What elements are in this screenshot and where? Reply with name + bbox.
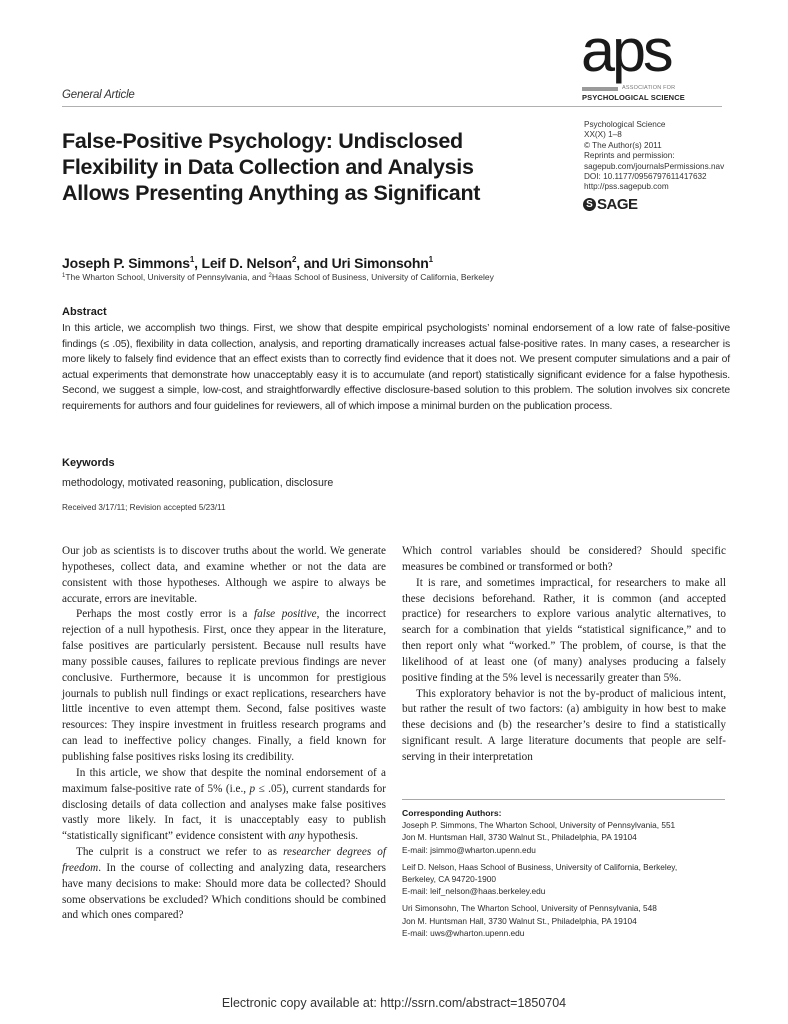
body-paragraph: It is rare, and sometimes impractical, for researchers to make all these decisions beforehand. Rather, it is common (and accepted practice) for researchers to explore various analytic alternatives, to search for a combination that yields “statistical significance,” and to then report only what “worked.” The problem, of course, is that the likelihood of at least one (of many) analyses producing a falsely positive finding at the 5% level is necessarily greater than 5%. xyxy=(402,576,726,684)
corresponding-entry xyxy=(402,861,732,898)
author-affil-mark: 2 xyxy=(292,255,297,264)
aps-tagline-small: ASSOCIATION FOR xyxy=(622,85,676,91)
reprints-label: Reprints and permission: xyxy=(584,151,675,161)
section-label: General Article xyxy=(62,89,135,101)
corresponding-authors xyxy=(402,807,732,944)
body-paragraph: Which control variables should be considered? Should specific measures be combined or transformed or both? xyxy=(402,545,726,573)
aps-logo xyxy=(581,17,691,105)
corr-email[interactable]: E-mail: jsimmo@wharton.upenn.edu xyxy=(402,844,536,855)
author-name: Joseph P. Simmons xyxy=(62,255,190,271)
header-divider xyxy=(62,106,722,107)
sage-logo xyxy=(583,196,638,213)
journal-volume: XX(X) 1–8 xyxy=(584,130,622,140)
keywords-list: methodology, motivated reasoning, publication, disclosure xyxy=(62,477,334,489)
corr-line: Uri Simonsohn, The Wharton School, University of Pennsylvania, 548 xyxy=(402,903,657,914)
corr-line: Jon M. Huntsman Hall, 3730 Walnut St., Philadelphia, PA 19104 xyxy=(402,832,637,843)
author-affil-mark: 1 xyxy=(428,255,433,264)
corr-email[interactable]: E-mail: leif_nelson@haas.berkeley.edu xyxy=(402,886,546,897)
journal-url[interactable]: http://pss.sagepub.com xyxy=(584,182,669,192)
affiliation: The Wharton School, University of Pennsylvania, and xyxy=(65,272,269,282)
sage-s-icon: S xyxy=(583,198,596,211)
aps-tagline-large: PSYCHOLOGICAL SCIENCE xyxy=(582,93,685,102)
article-title: False-Positive Psychology: Undisclosed Flexibility in Data Collection and Analysis Allows Presenting Anything as Significant xyxy=(62,129,481,205)
body-paragraph: Perhaps the most costly error is a false positive, the incorrect rejection of a null hypothesis. First, once they appear in the literature, false positives are particularly persistent. Because null results have many possible causes, failures to replicate previous findings are never conclusive. Furthermore, because it is uncommon for prestigious journals to publish null findings or exact replications, researchers have little incentive to even attempt them. Second, false positives waste resources: They inspire investment in fruitless research programs and can lead to ineffective policy changes. Finally, a field known for publishing false positives risks losing its credibility. xyxy=(62,608,387,763)
body-paragraph: The culprit is a construct we refer to as researcher degrees of freedom. In the course of collecting and analyzing data, researchers have many decisions to make: Should more data be collected? Should some observations be excluded? Which conditions should be combined and which ones compared? xyxy=(62,846,386,922)
corresponding-heading: Corresponding Authors: xyxy=(402,808,502,818)
author-separator: , xyxy=(194,255,202,271)
received-dates: Received 3/17/11; Revision accepted 5/23/11 xyxy=(62,503,226,512)
doi[interactable]: DOI: 10.1177/0956797611417632 xyxy=(584,172,707,182)
copyright: © The Author(s) 2011 xyxy=(584,140,662,150)
body-column-left xyxy=(62,544,386,924)
abstract-text: In this article, we accomplish two things. First, we show that despite empirical psychologists’ nominal endorsement of a low rate of false-positive findings (≤ .05), flexibility in data collection, analysis, and reporting dramatically increases actual false-positive rates. In many cases, a researcher is more likely to falsely find evidence that an effect exists than to correctly find evidence that it does not. We present computer simulations and a pair of actual experiments that demonstrate how unacceptably easy it is to accumulate (and report) statistically significant evidence for a false hypothesis. Second, we suggest a simple, low-cost, and straightforwardly effective disclosure-based solution to this problem. The solution involves six concrete requirements for authors and four guidelines for reviewers, all of which impose a minimal burden on the publication process. xyxy=(62,323,730,412)
keywords-heading: Keywords xyxy=(62,457,115,469)
affil-mark: 1 xyxy=(62,273,66,279)
author-affil-mark: 1 xyxy=(189,255,195,264)
ssrn-footer-link[interactable]: Electronic copy available at: http://ssrn.com/abstract=1850704 xyxy=(221,996,567,1010)
affiliation: Haas School of Business, University of California, Berkeley xyxy=(271,272,494,282)
corr-line: Leif D. Nelson, Haas School of Business, University of California, Berkeley, xyxy=(402,861,678,872)
corr-email[interactable]: E-mail: uws@wharton.upenn.edu xyxy=(402,927,525,938)
aps-logo-bar xyxy=(582,87,618,91)
corresponding-entry xyxy=(402,819,732,856)
body-paragraph: This exploratory behavior is not the by-product of malicious intent, but rather the result of two factors: (a) ambiguity in how best to make these decisions and (b) the researcher’s desire to find a statistically significant result. A large literature documents that people are self-serving in their interpretation xyxy=(402,687,726,763)
body-paragraph: In this article, we show that despite the nominal endorsement of a maximum false-positive rate of 5% (i.e., p ≤ .05), current standards for disclosing details of data collection and analyses make false positives vastly more likely. In fact, it is unacceptably easy to publish “statistically significant” evidence consistent with any hypothesis. xyxy=(62,766,386,843)
abstract-heading: Abstract xyxy=(62,306,107,318)
affiliations xyxy=(62,272,494,282)
journal-meta xyxy=(584,120,724,193)
corr-line: Jon M. Huntsman Hall, 3730 Walnut St., Philadelphia, PA 19104 xyxy=(402,915,637,926)
author-list xyxy=(62,255,433,271)
journal-name: Psychological Science xyxy=(584,120,666,129)
body-column-right xyxy=(402,544,726,766)
corresponding-entry xyxy=(402,902,732,939)
sage-text: SAGE xyxy=(597,196,638,213)
footnote-divider xyxy=(402,799,725,800)
affil-mark: 2 xyxy=(268,273,272,279)
author-separator: , and xyxy=(296,255,332,271)
permissions-link[interactable]: sagepub.com/journalsPermissions.nav xyxy=(584,161,725,171)
corr-line: Joseph P. Simmons, The Wharton School, University of Pennsylvania, 551 xyxy=(402,820,676,831)
body-paragraph: Our job as scientists is to discover truths about the world. We generate hypotheses, collect data, and examine whether or not the data are consistent with those hypotheses. Although we aspire to always be accurate, errors are inevitable. xyxy=(62,545,386,605)
author-name: Leif D. Nelson xyxy=(201,255,293,271)
aps-wordmark: aps xyxy=(581,17,671,84)
author-name: Uri Simonsohn xyxy=(331,255,429,271)
corr-line: Berkeley, CA 94720-1900 xyxy=(402,874,496,885)
